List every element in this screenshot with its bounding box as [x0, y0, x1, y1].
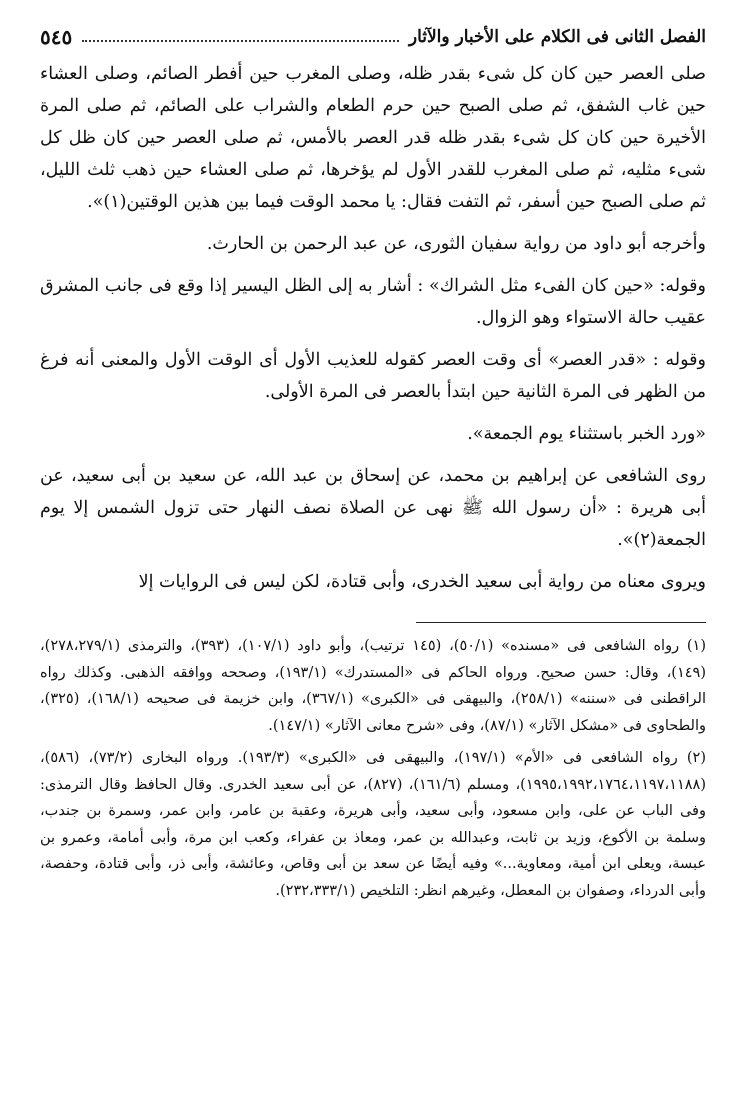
paragraph-abu-said: ويروى معناه من رواية أبى سعيد الخدرى، وأبى قتادة، لكن ليس فى الروايات إلا — [138, 572, 706, 592]
paragraph-abu-dawud: وأخرجه أبو داود من رواية سفيان الثورى، عن عبد الرحمن بن الحارث. — [206, 234, 706, 254]
footnotes — [40, 633, 706, 904]
paragraph-qadr-al-asr: وقوله : «قدر العصر» أى وقت العصر كقوله للعذيب الأول أى الوقت الأول والمعنى أنه فرغ من الظهر فى المرة الثانية حين ابتدأ بالعصر فى المرة الأولى. — [40, 350, 706, 402]
paragraph-jumuah-heading: «ورد الخبر باستثناء يوم الجمعة». — [467, 424, 706, 444]
footnote-2: (٢) رواه الشافعى فى «الأم» (١٩٧/١)، والبيهقى فى «الكبرى» (١٩٣/٣). ورواه البخارى (٧٣/٢)، (٥٨٦)، (١٩٩٥،١٩٩٢،١٧٦٤،١١٩٧،١١٨٨)، ومسلم (١٦١/٦)، (٨٢٧)، عن أبى سعيد الخدرى. وقال الحافظ وقال الترمذى: وفى الباب عن على، وابن مسعود، وأبى سعيد، وأبى هريرة، وعقبة بن عامر، وابن عمر، وسمرة بن جندب، وسلمة بن الأكوع، وزيد بن ثابت، وعبدالله بن عمر، ومعاذ بن عفراء، وكعب ابن مرة، وأبى أمامة، وعمرو بن عبسة، ويعلى ابن أمية، ومعاوية...» وفيه أيضًا عن سعد بن أبى وقاص، وعائشة، وأبى ذر، وأبى قتادة، وحفصة، وأبى الدرداء، وصفوان بن المعطل، وغيرهم انظر: التلخيص (٢٣٢،٣٣٣/١). — [40, 750, 706, 899]
paragraph-shafii-narration: روى الشافعى عن إبراهيم بن محمد، عن إسحاق بن عبد الله، عن سعيد بن أبى سعيد، عن أبى هريرة : «أن رسول الله ﷺ نهى عن الصلاة نصف النهار حتى تزول الشمس إلا يوم الجمعة(٢)». — [40, 466, 706, 550]
paragraph-hadith-continuation: صلى العصر حين كان كل شىء بقدر ظله، وصلى المغرب حين أفطر الصائم، وصلى العشاء حين غاب الشفق، ثم صلى الصبح حين حرم الطعام والشراب على الصائم، ثم صلى المرة الأخيرة حين كان كل شىء بقدر ظله قدر العصر بالأمس، ثم صلى العصر حين كان ظل كل شىء مثليه، ثم صلى المغرب للقدر الأول لم يؤخرها، ثم صلى العشاء حين ذهب ثلث الليل، ثم صلى الصبح حين أسفر، ثم التفت فقال: يا محمد الوقت فيما بين هذين الوقتين(١)». — [40, 64, 706, 212]
running-header — [40, 20, 706, 54]
footnote-divider — [416, 622, 706, 623]
book-page — [40, 20, 706, 1080]
footnote-1: (١) رواه الشافعى فى «مسنده» (٥٠/١)، (١٤٥ ترتيب)، وأبو داود (١٠٧/١)، (٣٩٣)، والترمذى (٢٧٨،٢٧٩/١)، (١٤٩)، وقال: حسن صحيح. ورواه الحاكم فى «المستدرك» (١٩٣/١)، وصححه ووافقه الذهبى. وكذلك رواه الراقطنى فى «سننه» (٢٥٨/١)، والبيهقى فى «الكبرى» (٣٦٧/١)، وابن خزيمة فى صحيحه (١٦٨/١)، (٣٢٥)، والطحاوى فى «مشكل الآثار» (٨٧/١)، وفى «شرح معانى الآثار» (١٤٧/١). — [40, 638, 707, 734]
main-text — [40, 58, 706, 598]
page-number: ٥٤٥ — [40, 25, 73, 49]
leader-dots — [82, 40, 399, 42]
paragraph-shirak: وقوله: «حين كان الفىء مثل الشراك» : أشار به إلى الظل اليسير إذا وقع فى جانب المشرق عقيب حالة الاستواء وهو الزوال. — [40, 276, 706, 328]
chapter-title: الفصل الثانى فى الكلام على الأخبار والآثار — [408, 27, 706, 47]
